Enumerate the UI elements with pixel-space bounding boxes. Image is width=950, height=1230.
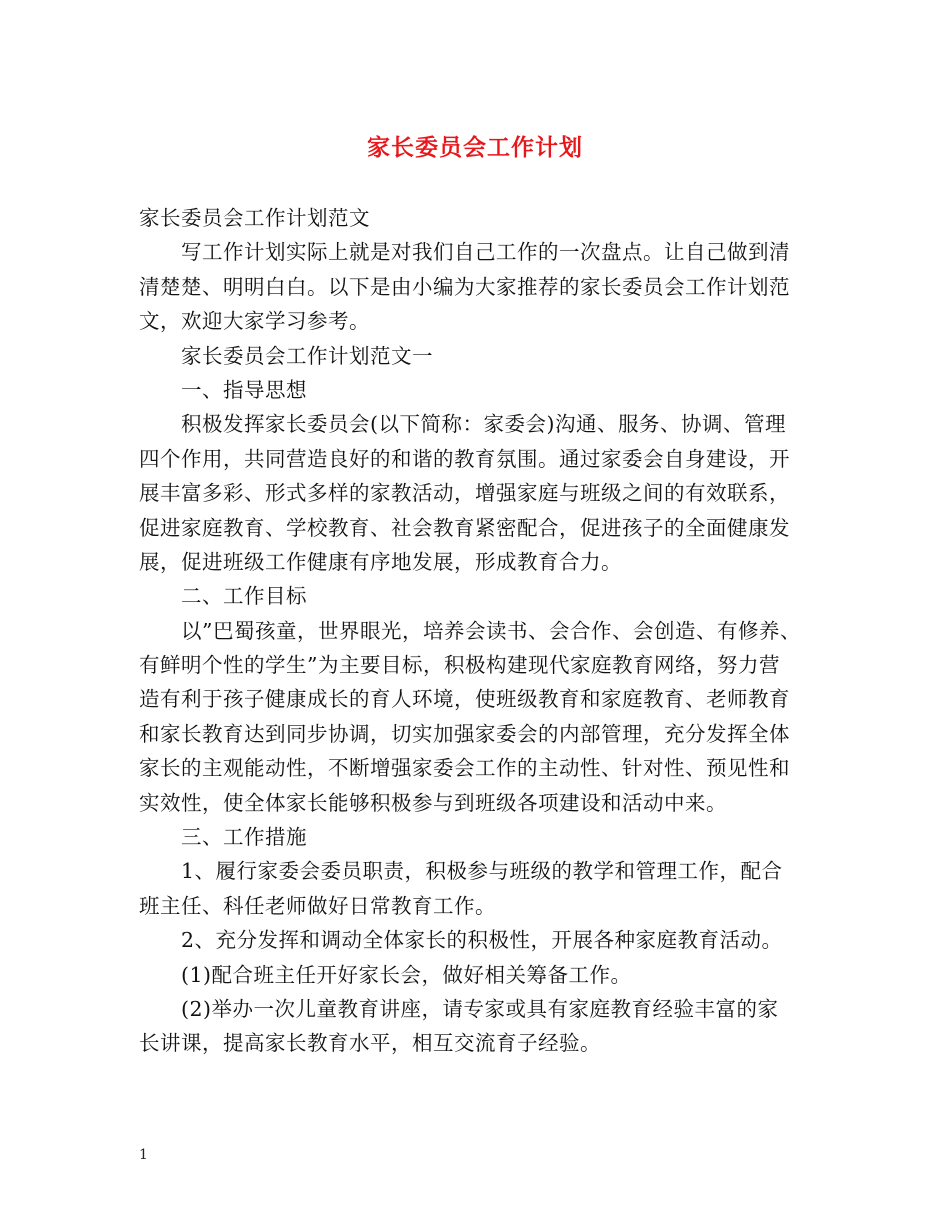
text-line: 班主任、科任老师做好日常教育工作。 bbox=[139, 893, 496, 918]
text-line: 一、指导思想 bbox=[181, 377, 307, 402]
text-line: 四个作用，共同营造良好的和谐的教育氛围。通过家委会自身建设，开 bbox=[139, 446, 790, 471]
text-line: 2、充分发挥和调动全体家长的积极性，开展各种家庭教育活动。 bbox=[181, 928, 783, 953]
text-line: 文，欢迎大家学习参考。 bbox=[139, 309, 370, 334]
text-line: 家长的主观能动性，不断增强家委会工作的主动性、针对性、预见性和 bbox=[139, 756, 790, 781]
text-line: 三、工作措施 bbox=[181, 825, 307, 850]
text-line: 实效性，使全体家长能够积极参与到班级各项建设和活动中来。 bbox=[139, 790, 727, 815]
text-line: 二、工作目标 bbox=[181, 584, 307, 609]
text-line: 展丰富多彩、形式多样的家教活动，增强家庭与班级之间的有效联系， bbox=[139, 481, 790, 506]
text-line: 有鲜明个性的学生”为主要目标，积极构建现代家庭教育网络，努力营 bbox=[139, 653, 780, 678]
text-line: 写工作计划实际上就是对我们自己工作的一次盘点。让自己做到清 bbox=[181, 240, 790, 265]
text-line: 促进家庭教育、学校教育、社会教育紧密配合，促进孩子的全面健康发 bbox=[139, 515, 790, 540]
text-line: 长讲课，提高家长教育水平，相互交流育子经验。 bbox=[139, 1031, 601, 1056]
text-line: (2)举办一次儿童教育讲座，请专家或具有家庭教育经验丰富的家 bbox=[181, 996, 779, 1021]
text-line: 以”巴蜀孩童，世界眼光，培养会读书、会合作、会创造、有修养、 bbox=[181, 618, 801, 643]
text-line: 清楚楚、明明白白。以下是由小编为大家推荐的家长委员会工作计划范 bbox=[139, 274, 790, 299]
text-line: 展，促进班级工作健康有序地发展，形成教育合力。 bbox=[139, 549, 622, 574]
document-title: 家长委员会工作计划 bbox=[367, 134, 583, 161]
document-body bbox=[139, 201, 829, 1061]
page-number: 1 bbox=[139, 1147, 148, 1163]
text-line: 积极发挥家长委员会(以下简称：家委会)沟通、服务、协调、管理 bbox=[181, 412, 786, 437]
text-line: (1)配合班主任开好家长会，做好相关筹备工作。 bbox=[181, 962, 632, 987]
text-line: 和家长教育达到同步协调，切实加强家委会的内部管理，充分发挥全体 bbox=[139, 721, 790, 746]
text-line: 造有利于孩子健康成长的育人环境，使班级教育和家庭教育、老师教育 bbox=[139, 687, 790, 712]
text-line: 家长委员会工作计划范文 bbox=[139, 206, 370, 230]
text-line: 家长委员会工作计划范文一 bbox=[181, 343, 433, 368]
text-line: 1、履行家委会委员职责，积极参与班级的教学和管理工作，配合 bbox=[181, 859, 783, 884]
